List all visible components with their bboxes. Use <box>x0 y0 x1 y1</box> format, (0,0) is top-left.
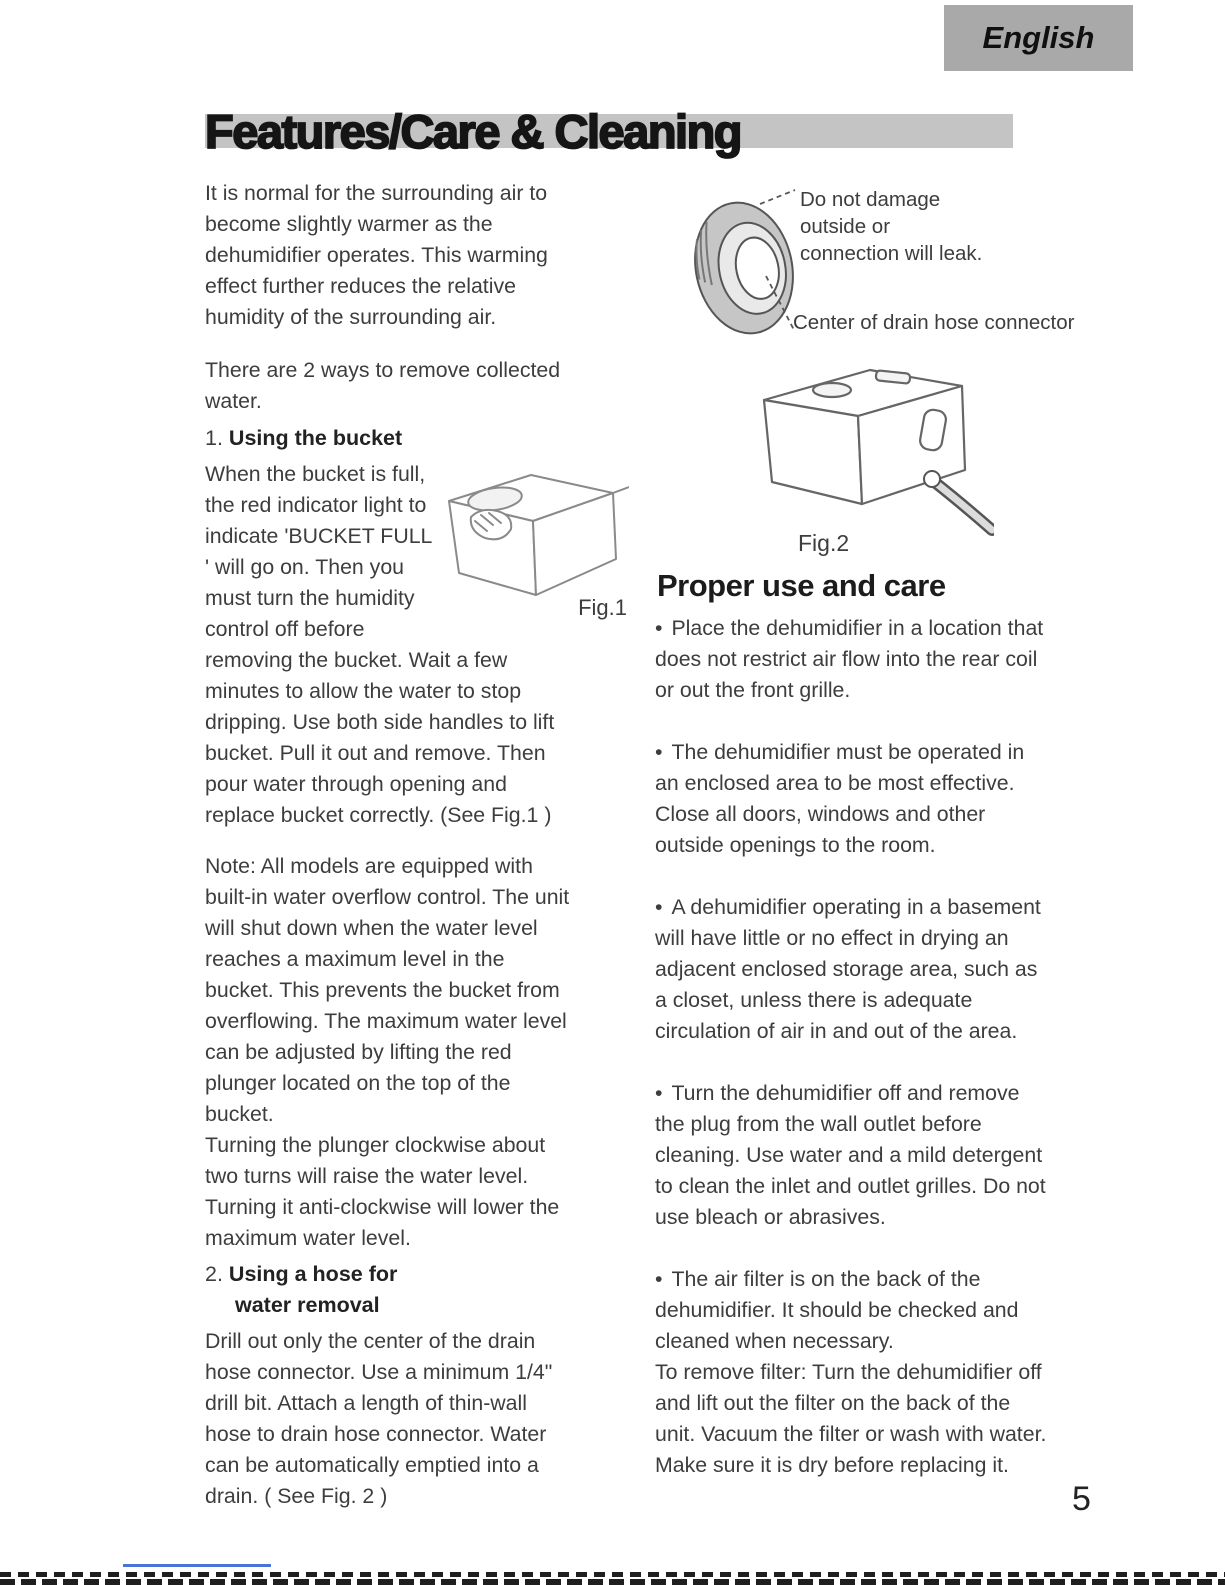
section2-title-line1: Using a hose for <box>228 1262 398 1286</box>
section1-number: 1. <box>205 426 223 450</box>
right-column <box>655 570 1051 1512</box>
bullet-item-3 <box>655 892 1051 1047</box>
section1-text: When the bucket is full, the red indicator light to indicate 'BUCKET FULL ' will go on. Then you must turn the humidity control off before removing the bucket. Wait a few minutes to allow the water to stop dripping. Use both side handles to lift bucket. Pull it out and remove. Then pour water through opening and replace bucket correctly. (See Fig.1 ) <box>205 462 555 827</box>
section2-number: 2. <box>205 1262 223 1286</box>
turning-paragraph: Turning the plunger clockwise about two turns will raise the water level. Turning it anti-clockwise will lower the maximum water level. <box>205 1133 560 1250</box>
page-title: Features/Care & Cleaning <box>205 105 742 158</box>
language-badge <box>944 5 1133 71</box>
scan-artifact-strip <box>0 1579 1225 1585</box>
left-column <box>205 178 627 1512</box>
page-title-section <box>205 105 1015 174</box>
language-badge-label: English <box>982 20 1095 55</box>
connector-note-center: Center of drain hose connector <box>793 311 1075 334</box>
section1-title: Using the bucket <box>228 426 403 450</box>
section1-body <box>205 459 627 831</box>
figure2 <box>736 352 994 538</box>
figure1 <box>437 459 627 637</box>
section1-heading <box>205 423 579 454</box>
section2-body: Drill out only the center of the drain hose connector. Use a minimum 1/4" drill bit. Attach a length of thin-wall hose to drain hose connector. Water can be automatically emptied into a drain. ( See Fig. 2 ) <box>205 1329 553 1508</box>
bullet-text-3: A dehumidifier operating in a basement will have little or no effect in drying an adjacent enclosed storage area, such as a closet, unless there is adequate circulation of air in and out of the area. <box>655 895 1041 1043</box>
ways-paragraph: There are 2 ways to remove collected water. <box>205 358 561 413</box>
bullet-item-1 <box>655 613 1051 706</box>
scan-artifact-blue-line <box>123 1564 271 1567</box>
bullet-marker: • <box>655 895 663 919</box>
note-paragraph: Note: All models are equipped with built-in water overflow control. The unit will shut down when the water level reaches a maximum level in the bucket. This prevents the bucket from overflowing. The maximum water level can be adjusted by lifting the red plunger located on the top of the bucket. <box>205 854 570 1126</box>
fig2-label: Fig.2 <box>798 530 850 556</box>
fig1-illustration <box>433 453 629 615</box>
bullet-item-4 <box>655 1078 1051 1233</box>
page-number: 5 <box>1072 1480 1091 1518</box>
bullet-text-2: The dehumidifier must be operated in an enclosed area to be most effective. Close all doors, windows and other outside openings to the room. <box>655 740 1025 857</box>
section2-title-line2: water removal <box>235 1293 380 1317</box>
bullet-item-5 <box>655 1264 1051 1481</box>
fig1-label: Fig.1 <box>578 595 627 620</box>
bullet-marker: • <box>655 616 663 640</box>
connector-note-damage: Do not damage outside or connection will leak. <box>800 188 983 265</box>
bullet-item-2 <box>655 737 1051 861</box>
bullet-text-5: The air filter is on the back of the dehumidifier. It should be checked and cleaned when necessary. <box>655 1267 1019 1353</box>
scan-artifact-strip <box>0 1572 1225 1577</box>
filter-continuation: To remove filter: Turn the dehumidifier off and lift out the filter on the back of the unit. Vacuum the filter or wash with water. Make sure it is dry before replacing it. <box>655 1360 1047 1477</box>
proper-use-heading: Proper use and care <box>657 568 946 603</box>
bullet-marker: • <box>655 1081 663 1105</box>
bullet-text-4: Turn the dehumidifier off and remove the plug from the wall outlet before cleaning. Use water and a mild detergent to clean the inlet and outlet grilles. Do not use bleach or abrasives. <box>655 1081 1046 1229</box>
bullet-marker: • <box>655 740 663 764</box>
bullet-marker: • <box>655 1267 663 1291</box>
section2-heading <box>205 1259 579 1321</box>
fig2-illustration <box>736 352 994 538</box>
intro-paragraph: It is normal for the surrounding air to become slightly warmer as the dehumidifier operates. This warming effect further reduces the relative humidity of the surrounding air. <box>205 181 548 329</box>
bullet-text-1: Place the dehumidifier in a location that does not restrict air flow into the rear coil or out the front grille. <box>655 616 1044 702</box>
